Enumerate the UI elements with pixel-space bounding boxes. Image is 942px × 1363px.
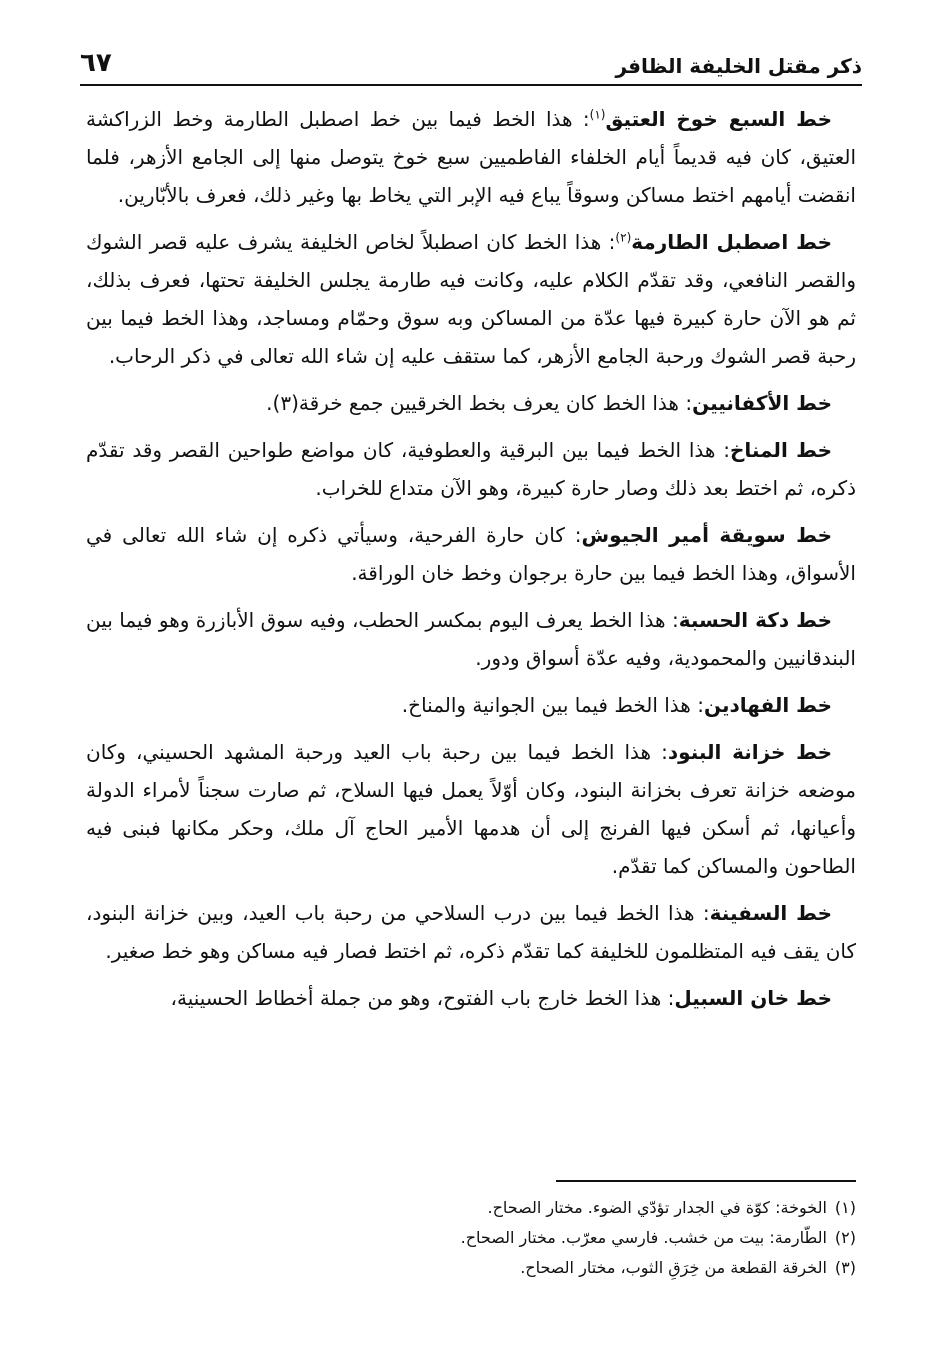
paragraph-heading: خط الأكفانيين	[692, 391, 832, 415]
footnote-number: (٢)	[834, 1228, 856, 1247]
paragraph-heading: خط السفينة	[709, 901, 832, 925]
footnote-number: (١)	[834, 1198, 856, 1217]
paragraph	[86, 223, 856, 375]
footnote-ref: (١)	[589, 107, 606, 122]
paragraph-text: : هذا الخط فيما بين البرقية والعطوفية، كان مواضع طواحين القصر وقد تقدّم ذكره، ثم اختط بعد ذلك وصار حارة كبيرة، وهو الآن متداع للخراب.	[86, 438, 856, 500]
paragraph-heading: خط المناخ	[729, 438, 832, 462]
paragraph-heading: خط خزانة البنود	[667, 740, 832, 764]
page-number: ٦٧	[80, 48, 112, 78]
paragraph-heading: خط الفهادين	[703, 693, 832, 717]
paragraph	[86, 601, 856, 677]
footnote-separator	[556, 1180, 856, 1182]
paragraph	[86, 516, 856, 592]
paragraph-text: : هذا الخط فيما بين رحبة باب العيد ورحبة المشهد الحسيني، وكان موضعه خزانة تعرف بخزانة البنود، وكان أوّلاً يعمل فيها السلاح، ثم صارت سجناً لأمراء الدولة وأعيانها، ثم أسكن فيها الفرنج إلى أن هدمها الأمير الحاج آل ملك، وحكر مكانها فبنى فيه الطاحون والمساكن كما تقدّم.	[86, 740, 856, 878]
footnote-text: الخرقة القطعة من خِرَقِ الثوب، مختار الصحاح.	[520, 1258, 827, 1277]
footnote	[86, 1193, 856, 1223]
footnote-text: الطّارمة: بيت من خشب. فارسي معرّب. مختار الصحاح.	[460, 1228, 827, 1247]
paragraph-text: : هذا الخط يعرف اليوم بمكسر الحطب، وفيه سوق الأبازرة وهو فيما بين البندقانيين والمحمودية، وفيه عدّة أسواق ودور.	[86, 608, 856, 670]
paragraph	[86, 894, 856, 970]
paragraph	[86, 979, 856, 1017]
running-title: ذكر مقتل الخليفة الظافر	[615, 54, 862, 78]
paragraph-text: : هذا الخط فيما بين درب السلاحي من رحبة باب العيد، وبين خزانة البنود، كان يقف فيه المتظلمون للخليفة كما تقدّم ذكره، ثم اختط فصار فيه مساكن وهو خط صغير.	[86, 901, 856, 963]
paragraph-heading: خط اصطبل الطارمة	[631, 230, 833, 254]
page-header	[80, 30, 862, 86]
paragraph	[86, 100, 856, 214]
paragraph-heading: خط خان السبيل	[674, 986, 832, 1010]
paragraph-heading: خط سويقة أمير الجيوش	[581, 523, 832, 547]
footnote-text: الخوخة: كوّة في الجدار تؤدّي الضوء. مختار الصحاح.	[487, 1198, 827, 1217]
paragraph-text: : هذا الخط كان اصطبلاً لخاص الخليفة يشرف عليه قصر الشوك والقصر النافعي، وقد تقدّم الكلام عليه، وكانت فيه طارمة يجلس الخليفة تحتها، فعرف بذلك، ثم هو الآن حارة كبيرة فيها عدّة من المساكن وبه سوق وحمّام ومساجد، وهذا الخط فيما بين رحبة قصر الشوك ورحبة الجامع الأزهر، كما ستقف عليه إن شاء الله تعالى في ذكر الرحاب.	[86, 230, 856, 368]
footnote-ref: (٢)	[615, 230, 632, 245]
paragraph-text: : هذا الخط فيما بين الجوانية والمناخ.	[401, 693, 704, 717]
paragraph-text: : هذا الخط فيما بين خط اصطبل الطارمة وخط الزراكشة العتيق، كان فيه قديماً أيام الخلفاء الفاطميين سبع خوخ يتوصل منها إلى الجامع الأزهر، فلما انقضت أيامهم اختط مساكن وسوقاً يباع فيه الإبر التي يخاط بها وغير ذلك، فعرف بالأبّارين.	[86, 107, 856, 207]
paragraph-text: : كان حارة الفرحية، وسيأتي ذكره إن شاء الله تعالى في الأسواق، وهذا الخط فيما بين حارة برجوان وخط خان الوراقة.	[86, 523, 856, 585]
paragraph-text: : هذا الخط خارج باب الفتوح، وهو من جملة أخطاط الحسينية،	[170, 986, 675, 1010]
paragraph	[86, 384, 856, 422]
footnote-number: (٣)	[834, 1258, 856, 1277]
footnotes	[86, 1193, 856, 1283]
paragraph	[86, 733, 856, 885]
paragraph-heading: خط السبع خوخ العتيق	[605, 107, 833, 131]
paragraph	[86, 431, 856, 507]
footnote	[86, 1253, 856, 1283]
paragraph	[86, 686, 856, 724]
paragraph-text: : هذا الخط كان يعرف بخط الخرقيين جمع خرقة(٣).	[266, 391, 693, 415]
paragraph-heading: خط دكة الحسبة	[678, 608, 832, 632]
main-text	[86, 100, 856, 1026]
footnote	[86, 1223, 856, 1253]
